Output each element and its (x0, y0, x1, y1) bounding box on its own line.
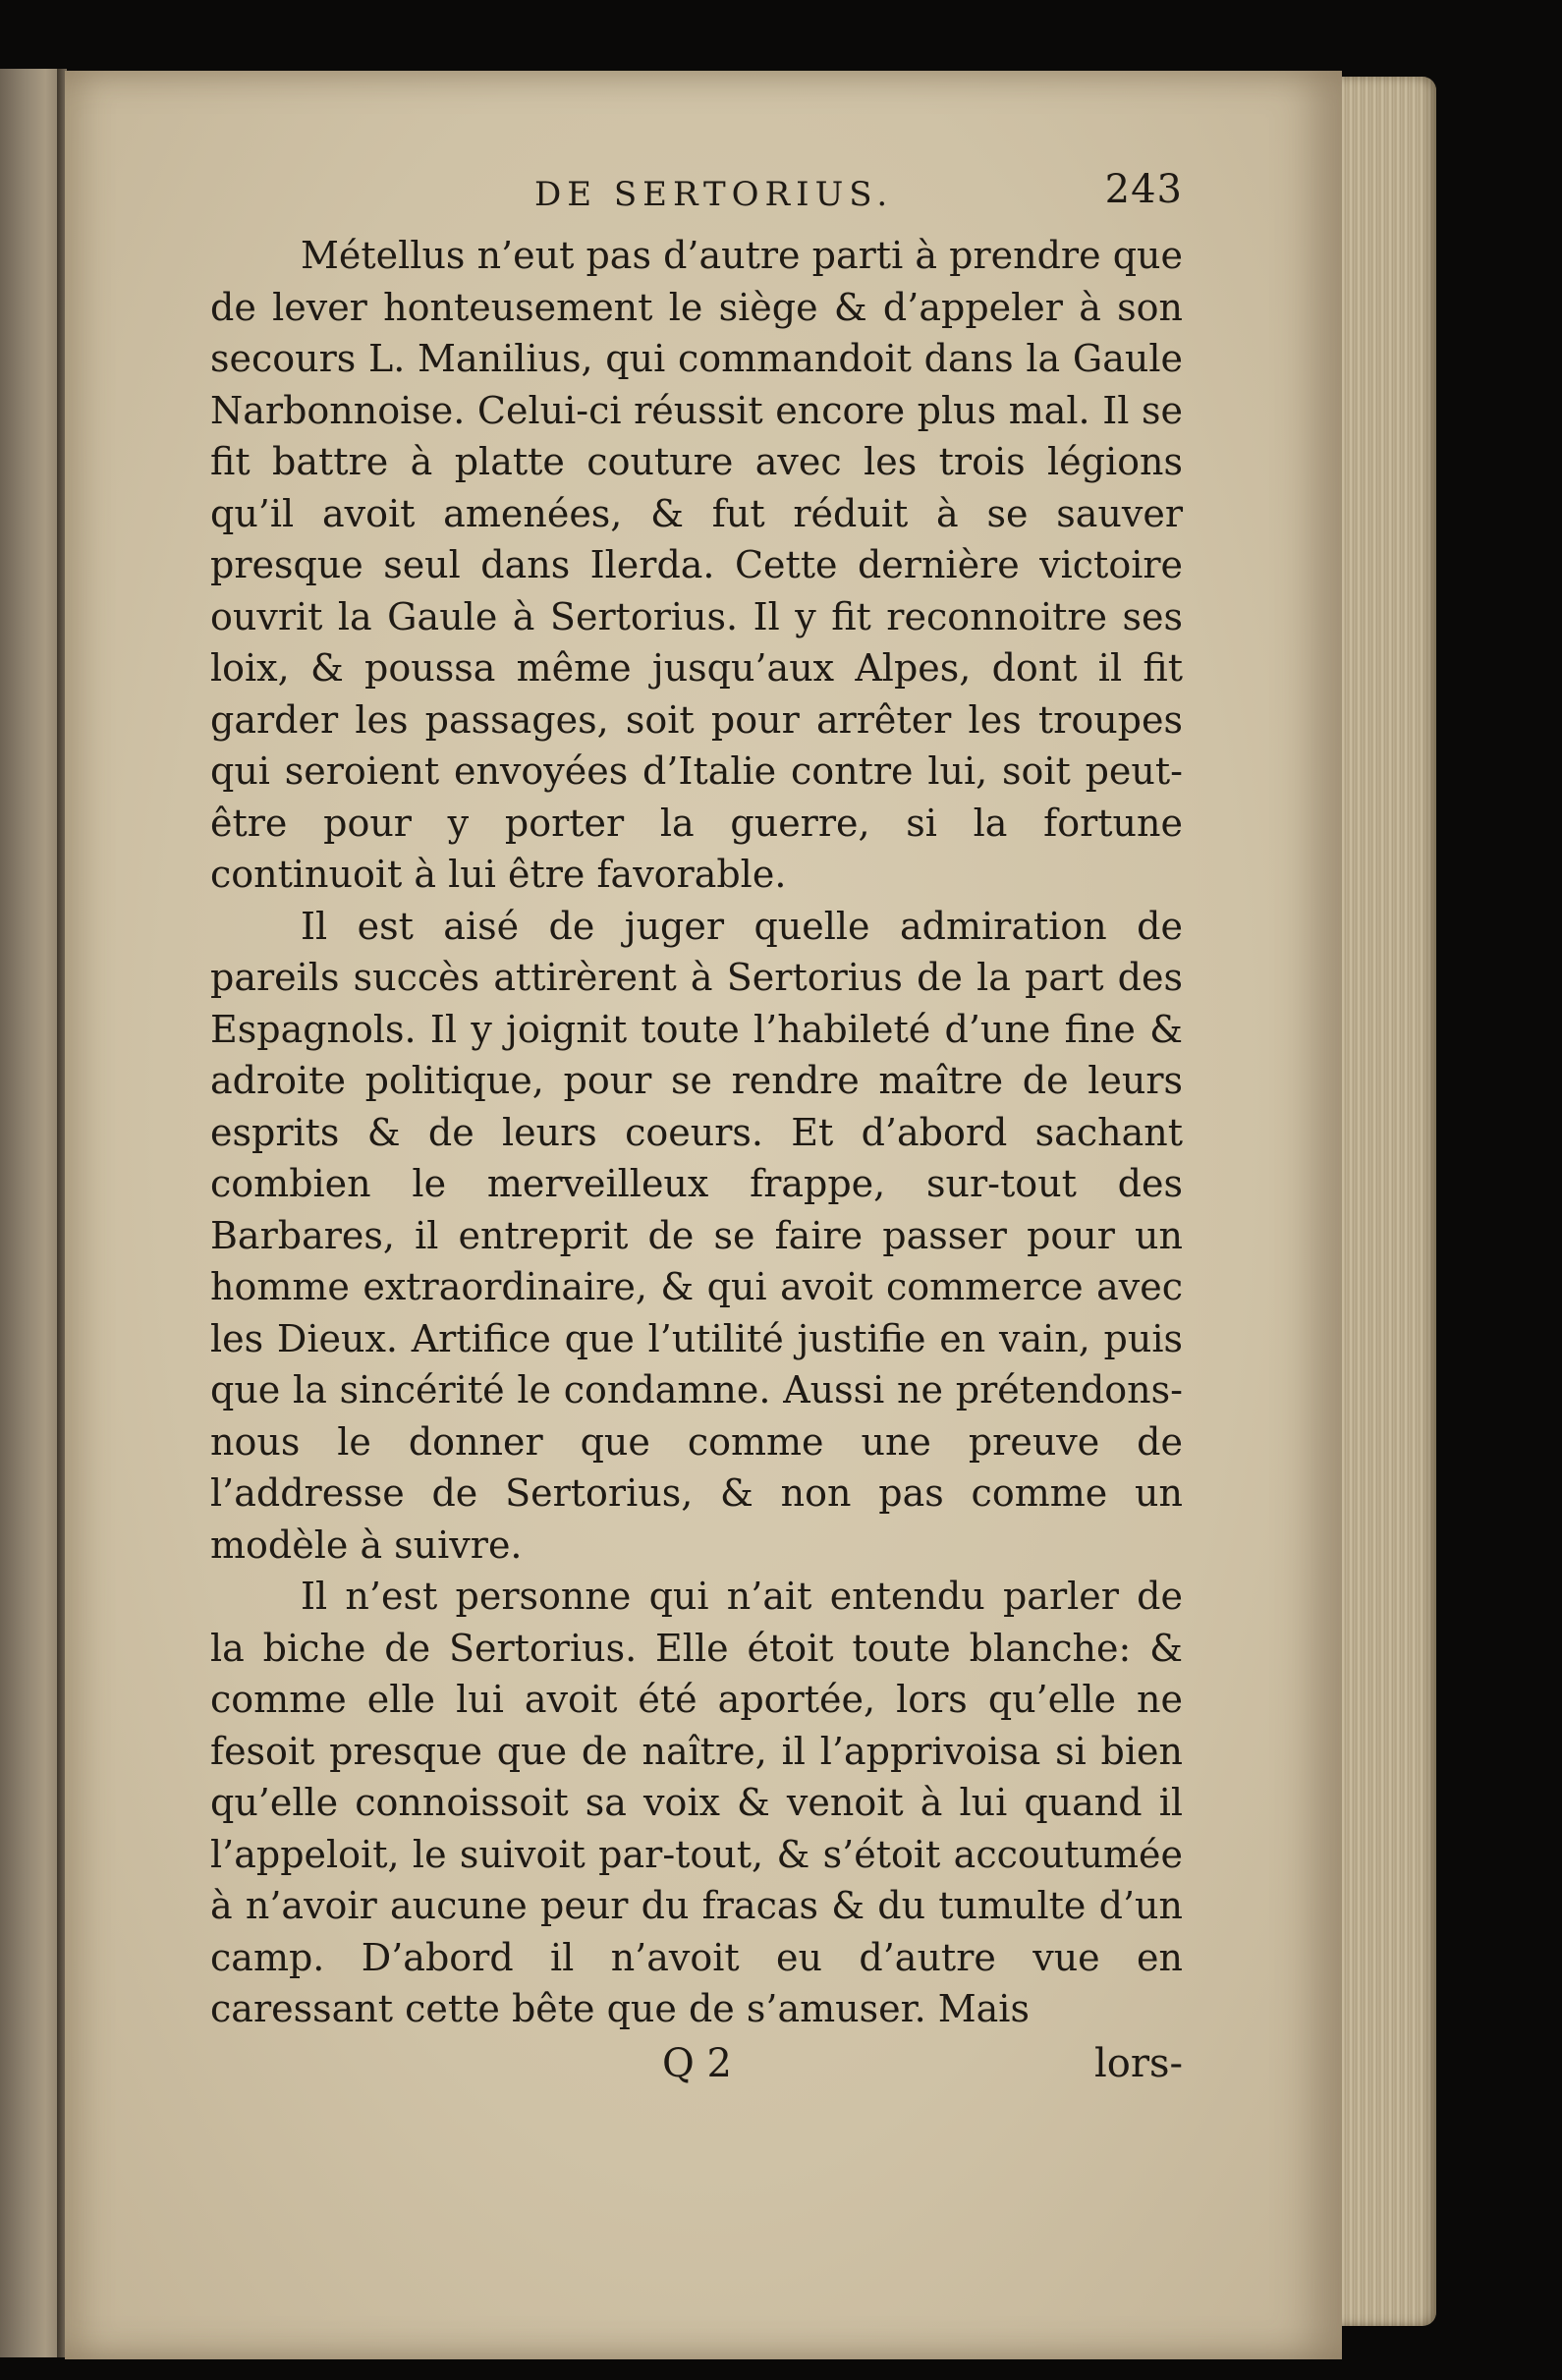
body-text (210, 230, 1183, 2035)
running-head (210, 167, 1183, 226)
running-title: DE SERTORIUS. (534, 175, 894, 214)
signature-mark: Q 2 (662, 2040, 732, 2086)
facing-page-edge (0, 69, 61, 2357)
page-block-edges (1338, 77, 1436, 2326)
paragraph-3: Il n’est personne qui n’ait entendu parler de la biche de Sertorius. Elle étoit toute blanche: & comme elle lui avoit été aportée, lors qu’elle ne fesoit presque que de naître, il l’apprivoisa si bien qu’elle connoissoit sa voix & venoit à lui quand il l’appeloit, le suivoit par-tout, & s’étoit accoutumée à n’avoir aucune peur du fracas & du tumulte d’un camp. D’abord il n’avoit eu d’autre vue en caressant cette bête que de s’amuser. Mais (210, 1575, 1183, 2030)
paragraph-1: Métellus n’eut pas d’autre parti à prendre que de lever honteusement le siège & d’appeler à son secours L. Manilius, qui commandoit dans la Gaule Narbonnoise. Celui-ci réussit encore plus mal. Il se fit battre à platte couture avec les trois légions qu’il avoit amenées, & fut réduit à se sauver presque seul dans Ilerda. Cette dernière victoire ouvrit la Gaule à Sertorius. Il y fit reconnoitre ses loix, & poussa même jusqu’aux Alpes, dont il fit garder les passages, soit pour arrêter les troupes qui seroient envoyées d’Italie contre lui, soit peut-être pour y porter la guerre, si la fortune continuoit à lui être favorable. (210, 234, 1183, 896)
page-footer (210, 2037, 1183, 2092)
page-number: 243 (1104, 167, 1183, 212)
catchword: lors- (1093, 2040, 1183, 2086)
paragraph-2: Il est aisé de juger quelle admiration de pareils succès attirèrent à Sertorius de la part des Espagnols. Il y joignit toute l’habileté d’une fine & adroite politique, pour se rendre maître de leurs esprits & de leurs coeurs. Et d’abord sachant combien le merveilleux frappe, sur-tout des Barbares, il entreprit de se faire passer pour un homme extraordinaire, & qui avoit commerce avec les Dieux. Artifice que l’utilité justifie en vain, puis que la sincérité le condamne. Aussi ne prétendons-nous le donner que comme une preuve de l’addresse de Sertorius, & non pas comme un modèle à suivre. (210, 904, 1183, 1567)
page-text-block (210, 167, 1183, 2092)
